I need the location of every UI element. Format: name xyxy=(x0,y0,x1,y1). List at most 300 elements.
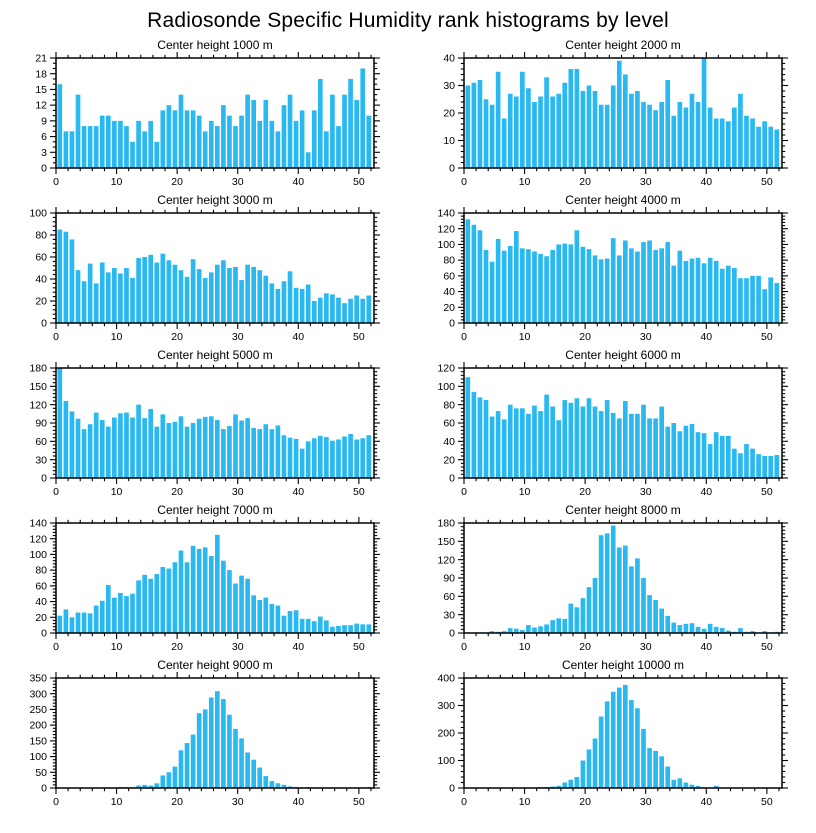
histogram-bar xyxy=(94,126,99,168)
histogram-bar xyxy=(64,232,69,323)
histogram-bar xyxy=(118,121,123,168)
histogram-bar xyxy=(647,105,652,168)
histogram-bar xyxy=(270,283,275,323)
histogram-bar xyxy=(191,546,196,633)
histogram-bar xyxy=(160,775,165,788)
histogram-bar xyxy=(696,258,701,323)
histogram-bar xyxy=(562,244,567,323)
histogram-chart-8 xyxy=(408,501,816,656)
y-tick-label: 9 xyxy=(41,115,47,127)
histogram-bar xyxy=(684,624,689,633)
histogram-bar xyxy=(605,533,610,633)
histogram-bar xyxy=(167,260,172,323)
x-tick-label: 30 xyxy=(640,176,652,188)
histogram-bar xyxy=(94,413,99,478)
histogram-bar xyxy=(690,623,695,633)
histogram-bar xyxy=(106,427,111,478)
histogram-bar xyxy=(239,421,244,478)
histogram-bar xyxy=(173,422,178,478)
x-tick-label: 40 xyxy=(700,331,712,343)
x-tick-label: 0 xyxy=(53,641,59,653)
histogram-bar xyxy=(215,265,220,323)
histogram-bar xyxy=(312,621,317,633)
histogram-bar xyxy=(647,748,652,788)
histogram-bar xyxy=(142,257,147,323)
histogram-bar xyxy=(478,80,483,168)
histogram-bar xyxy=(276,425,281,478)
histogram-bar xyxy=(629,94,634,168)
y-tick-label: 30 xyxy=(35,454,47,466)
histogram-bar xyxy=(191,735,196,788)
x-tick-label: 0 xyxy=(53,486,59,498)
histogram-bar xyxy=(118,274,123,324)
x-tick-label: 30 xyxy=(640,486,652,498)
histogram-bar xyxy=(318,79,323,168)
histogram-bar xyxy=(714,627,719,633)
histogram-bar xyxy=(653,600,658,633)
histogram-bar xyxy=(318,298,323,323)
histogram-bar xyxy=(251,100,256,168)
histogram-bar xyxy=(227,116,232,168)
histogram-bar xyxy=(623,241,628,324)
histogram-bar xyxy=(702,433,707,478)
histogram-bar xyxy=(587,86,592,169)
histogram-bar xyxy=(251,760,256,788)
histogram-bar xyxy=(635,91,640,168)
histogram-bar xyxy=(324,131,329,168)
histogram-bar xyxy=(324,293,329,323)
histogram-bar xyxy=(520,408,525,478)
histogram-bar xyxy=(629,700,634,788)
histogram-bar xyxy=(514,408,519,478)
histogram-bar xyxy=(276,131,281,168)
histogram-bar xyxy=(623,401,628,478)
x-tick-label: 40 xyxy=(292,641,304,653)
histogram-bar xyxy=(665,242,670,323)
x-tick-label: 20 xyxy=(171,641,183,653)
histogram-bar xyxy=(514,97,519,169)
histogram-bar xyxy=(160,414,165,478)
histogram-bar xyxy=(106,272,111,323)
histogram-bar xyxy=(605,259,610,323)
y-tick-label: 80 xyxy=(35,230,47,242)
histogram-bar xyxy=(568,780,573,788)
x-tick-label: 20 xyxy=(579,641,591,653)
y-tick-label: 30 xyxy=(443,80,455,92)
histogram-bar xyxy=(617,547,622,633)
histogram-bar xyxy=(593,578,598,633)
histogram-bar xyxy=(215,126,220,168)
histogram-bar xyxy=(635,708,640,788)
histogram-bar xyxy=(257,121,262,168)
histogram-bar xyxy=(360,299,365,323)
y-tick-label: 100 xyxy=(29,549,47,561)
x-tick-label: 40 xyxy=(292,331,304,343)
histogram-bar xyxy=(64,609,69,633)
histogram-bar xyxy=(665,80,670,168)
histogram-bar xyxy=(179,270,184,323)
histogram-chart-5 xyxy=(0,346,408,501)
histogram-bar xyxy=(623,546,628,633)
histogram-bar xyxy=(239,738,244,788)
histogram-bar xyxy=(233,584,238,634)
histogram-bar xyxy=(342,95,347,168)
y-tick-label: 60 xyxy=(35,436,47,448)
histogram-bar xyxy=(532,406,537,478)
histogram-bar xyxy=(575,777,580,788)
histogram-bar xyxy=(593,739,598,789)
histogram-bar xyxy=(366,296,371,324)
x-tick-label: 50 xyxy=(761,641,773,653)
histogram-bar xyxy=(581,761,586,789)
subplot-title: Center height 7000 m xyxy=(157,503,272,517)
histogram-bar xyxy=(173,562,178,633)
histogram-bar xyxy=(526,414,531,478)
y-tick-label: 300 xyxy=(437,700,455,712)
x-tick-label: 20 xyxy=(171,176,183,188)
histogram-bar xyxy=(599,717,604,789)
histogram-bar xyxy=(185,427,190,478)
histogram-chart-10 xyxy=(408,656,816,811)
y-tick-label: 300 xyxy=(29,688,47,700)
x-tick-label: 10 xyxy=(111,176,123,188)
histogram-bar xyxy=(270,429,275,478)
subplot-title: Center height 6000 m xyxy=(565,348,680,362)
histogram-bar xyxy=(532,102,537,168)
histogram-bar xyxy=(88,264,93,323)
histogram-bar xyxy=(288,271,293,323)
histogram-bar xyxy=(354,296,359,324)
histogram-bar xyxy=(100,420,105,478)
y-tick-label: 3 xyxy=(41,147,47,159)
histogram-bar xyxy=(136,258,141,323)
histogram-bar xyxy=(653,250,658,323)
histogram-bar xyxy=(659,407,664,479)
histogram-bar xyxy=(768,277,773,323)
histogram-bar xyxy=(744,444,749,478)
histogram-bar xyxy=(556,94,561,168)
histogram-bar xyxy=(762,121,767,168)
histogram-bar xyxy=(233,414,238,478)
x-tick-label: 30 xyxy=(640,641,652,653)
histogram-bar xyxy=(641,102,646,168)
x-tick-label: 40 xyxy=(292,796,304,808)
histogram-bar xyxy=(209,556,214,633)
x-tick-label: 20 xyxy=(171,796,183,808)
histogram-bar xyxy=(354,624,359,633)
histogram-bar xyxy=(520,248,525,323)
histogram-bar xyxy=(708,444,713,478)
histogram-bar xyxy=(100,116,105,168)
histogram-bar xyxy=(581,598,586,633)
histogram-bar xyxy=(221,561,226,633)
histogram-bar xyxy=(678,251,683,323)
histogram-bar xyxy=(599,259,604,323)
histogram-bar xyxy=(257,768,262,788)
histogram-bar xyxy=(185,743,190,788)
histogram-bar xyxy=(112,598,117,633)
histogram-bar xyxy=(544,395,549,478)
histogram-bar xyxy=(774,455,779,478)
histogram-bar xyxy=(227,268,232,323)
histogram-bar xyxy=(484,400,489,478)
histogram-bar xyxy=(708,108,713,169)
y-tick-label: 200 xyxy=(437,728,455,740)
y-tick-label: 40 xyxy=(443,53,455,65)
histogram-bar xyxy=(478,397,483,478)
histogram-bar xyxy=(768,456,773,478)
histogram-bar xyxy=(714,432,719,478)
histogram-bar xyxy=(227,570,232,633)
x-tick-label: 20 xyxy=(579,331,591,343)
histogram-bar xyxy=(484,250,489,323)
histogram-bar xyxy=(306,152,311,168)
histogram-bar xyxy=(635,414,640,478)
histogram-bar xyxy=(160,110,165,168)
histogram-bar xyxy=(251,595,256,633)
histogram-bar xyxy=(629,414,634,478)
x-tick-label: 20 xyxy=(579,796,591,808)
y-tick-label: 0 xyxy=(41,318,47,330)
histogram-bar xyxy=(514,231,519,323)
histogram-bar xyxy=(593,255,598,323)
histogram-bar xyxy=(556,618,561,633)
histogram-bar xyxy=(348,625,353,633)
subplot-title: Center height 10000 m xyxy=(562,658,684,672)
histogram-bar xyxy=(696,432,701,478)
histogram-bar xyxy=(366,435,371,478)
subplot-title: Center height 5000 m xyxy=(157,348,272,362)
x-tick-label: 50 xyxy=(353,796,365,808)
histogram-bar xyxy=(142,575,147,633)
histogram-bar xyxy=(696,102,701,168)
x-tick-label: 30 xyxy=(640,331,652,343)
histogram-bar xyxy=(209,697,214,788)
histogram-bar xyxy=(599,105,604,168)
histogram-bar xyxy=(70,617,75,633)
x-tick-label: 50 xyxy=(353,641,365,653)
subplot-title: Center height 4000 m xyxy=(565,193,680,207)
histogram-bar xyxy=(209,416,214,478)
histogram-bar xyxy=(245,752,250,788)
y-tick-label: 180 xyxy=(437,518,455,530)
histogram-bar xyxy=(167,105,172,168)
histogram-bar xyxy=(257,600,262,633)
histogram-bar xyxy=(324,620,329,633)
histogram-bar xyxy=(173,265,178,323)
y-tick-label: 140 xyxy=(29,518,47,530)
y-tick-label: 80 xyxy=(35,565,47,577)
y-tick-label: 40 xyxy=(443,436,455,448)
histogram-bar xyxy=(336,440,341,479)
y-tick-label: 120 xyxy=(437,223,455,235)
histogram-bar xyxy=(58,84,63,168)
histogram-chart-4 xyxy=(408,191,816,346)
histogram-bar xyxy=(714,119,719,169)
histogram-bar xyxy=(678,625,683,633)
histogram-bar xyxy=(88,424,93,478)
x-tick-label: 30 xyxy=(640,796,652,808)
histogram-bar xyxy=(581,247,586,323)
histogram-bar xyxy=(221,429,226,478)
x-tick-label: 50 xyxy=(761,486,773,498)
histogram-bar xyxy=(130,142,135,168)
histogram-bar xyxy=(82,281,87,323)
histogram-bar xyxy=(774,130,779,169)
x-tick-label: 40 xyxy=(292,486,304,498)
y-tick-label: 0 xyxy=(449,783,455,795)
x-tick-label: 0 xyxy=(53,796,59,808)
histogram-bar xyxy=(239,280,244,323)
histogram-bar xyxy=(690,94,695,168)
histogram-bar xyxy=(209,121,214,168)
histogram-bar xyxy=(472,225,477,323)
histogram-bar xyxy=(568,604,573,633)
histogram-bar xyxy=(112,121,117,168)
histogram-bar xyxy=(466,219,471,323)
histogram-bar xyxy=(587,398,592,478)
subplot-cell-5 xyxy=(0,346,408,501)
x-tick-label: 10 xyxy=(519,486,531,498)
y-tick-label: 100 xyxy=(29,751,47,763)
histogram-bar xyxy=(641,729,646,788)
histogram-bar xyxy=(76,270,81,323)
histogram-bar xyxy=(336,126,341,168)
histogram-bar xyxy=(360,68,365,168)
histogram-bar xyxy=(617,418,622,478)
histogram-bar xyxy=(179,750,184,788)
histogram-bar xyxy=(288,95,293,168)
histogram-bar xyxy=(112,268,117,323)
histogram-bar xyxy=(179,551,184,634)
histogram-bar xyxy=(173,767,178,788)
histogram-bar xyxy=(750,119,755,169)
x-tick-label: 0 xyxy=(461,331,467,343)
histogram-bar xyxy=(136,121,141,168)
histogram-bar xyxy=(348,79,353,168)
histogram-bar xyxy=(324,437,329,478)
histogram-bar xyxy=(623,685,628,788)
histogram-bar xyxy=(568,403,573,478)
histogram-bar xyxy=(282,435,287,478)
histogram-bar xyxy=(496,411,501,478)
y-tick-label: 40 xyxy=(443,286,455,298)
histogram-bar xyxy=(490,105,495,168)
histogram-bar xyxy=(118,413,123,478)
histogram-bar xyxy=(756,454,761,478)
histogram-bar xyxy=(203,278,208,323)
x-tick-label: 40 xyxy=(292,176,304,188)
y-tick-label: 15 xyxy=(35,84,47,96)
histogram-bar xyxy=(354,440,359,479)
histogram-chart-2 xyxy=(408,36,816,191)
y-tick-label: 0 xyxy=(41,473,47,485)
histogram-bar xyxy=(360,624,365,633)
figure-canvas xyxy=(0,9,816,811)
histogram-bar xyxy=(629,248,634,323)
histogram-bar xyxy=(684,108,689,169)
subplot-cell-8 xyxy=(408,501,816,656)
histogram-chart-1 xyxy=(0,36,408,191)
histogram-bar xyxy=(58,368,63,478)
histogram-bar xyxy=(348,434,353,478)
y-tick-label: 100 xyxy=(29,208,47,220)
histogram-bar xyxy=(617,61,622,168)
x-tick-label: 40 xyxy=(700,641,712,653)
histogram-bar xyxy=(659,609,664,633)
histogram-bar xyxy=(233,729,238,788)
histogram-bar xyxy=(270,781,275,788)
histogram-bar xyxy=(58,616,63,633)
histogram-bar xyxy=(466,86,471,169)
histogram-bar xyxy=(750,449,755,478)
subplot-title: Center height 1000 m xyxy=(157,38,272,52)
y-tick-label: 18 xyxy=(35,68,47,80)
histogram-bar xyxy=(82,126,87,168)
histogram-bar xyxy=(472,83,477,168)
histogram-bar xyxy=(294,288,299,323)
subplot-title: Center height 8000 m xyxy=(565,503,680,517)
y-tick-label: 120 xyxy=(29,399,47,411)
histogram-bar xyxy=(251,267,256,323)
y-tick-label: 80 xyxy=(443,255,455,267)
histogram-bar xyxy=(100,263,105,324)
histogram-bar xyxy=(185,110,190,168)
charts-grid xyxy=(0,36,816,811)
histogram-bar xyxy=(550,97,555,169)
histogram-bar xyxy=(720,269,725,323)
histogram-bar xyxy=(562,400,567,478)
histogram-bar xyxy=(647,241,652,324)
histogram-bar xyxy=(221,699,226,788)
histogram-bar xyxy=(641,578,646,633)
x-tick-label: 50 xyxy=(761,331,773,343)
histogram-bar xyxy=(154,263,159,324)
y-tick-label: 350 xyxy=(29,673,47,685)
histogram-chart-3 xyxy=(0,191,408,346)
histogram-bar xyxy=(702,58,707,168)
y-tick-label: 30 xyxy=(443,609,455,621)
histogram-bar xyxy=(197,269,202,323)
histogram-bar xyxy=(641,242,646,323)
subplot-cell-2 xyxy=(408,36,816,191)
histogram-bar xyxy=(665,616,670,633)
histogram-bar xyxy=(221,260,226,323)
histogram-bar xyxy=(197,116,202,168)
histogram-bar xyxy=(300,110,305,168)
histogram-bar xyxy=(678,778,683,788)
histogram-bar xyxy=(282,281,287,323)
histogram-bar xyxy=(671,116,676,168)
histogram-bar xyxy=(263,598,268,633)
subplot-title: Center height 2000 m xyxy=(565,38,680,52)
histogram-bar xyxy=(738,94,743,168)
histogram-bar xyxy=(756,276,761,323)
y-tick-label: 150 xyxy=(29,381,47,393)
histogram-bar xyxy=(136,580,141,633)
x-tick-label: 0 xyxy=(53,176,59,188)
histogram-bar xyxy=(70,239,75,323)
histogram-bar xyxy=(671,623,676,633)
histogram-bar xyxy=(726,266,731,323)
histogram-bar xyxy=(611,238,616,323)
histogram-bar xyxy=(629,566,634,633)
histogram-bar xyxy=(167,569,172,633)
histogram-bar xyxy=(532,628,537,634)
histogram-bar xyxy=(148,409,153,478)
histogram-bar xyxy=(599,535,604,633)
histogram-bar xyxy=(762,456,767,478)
